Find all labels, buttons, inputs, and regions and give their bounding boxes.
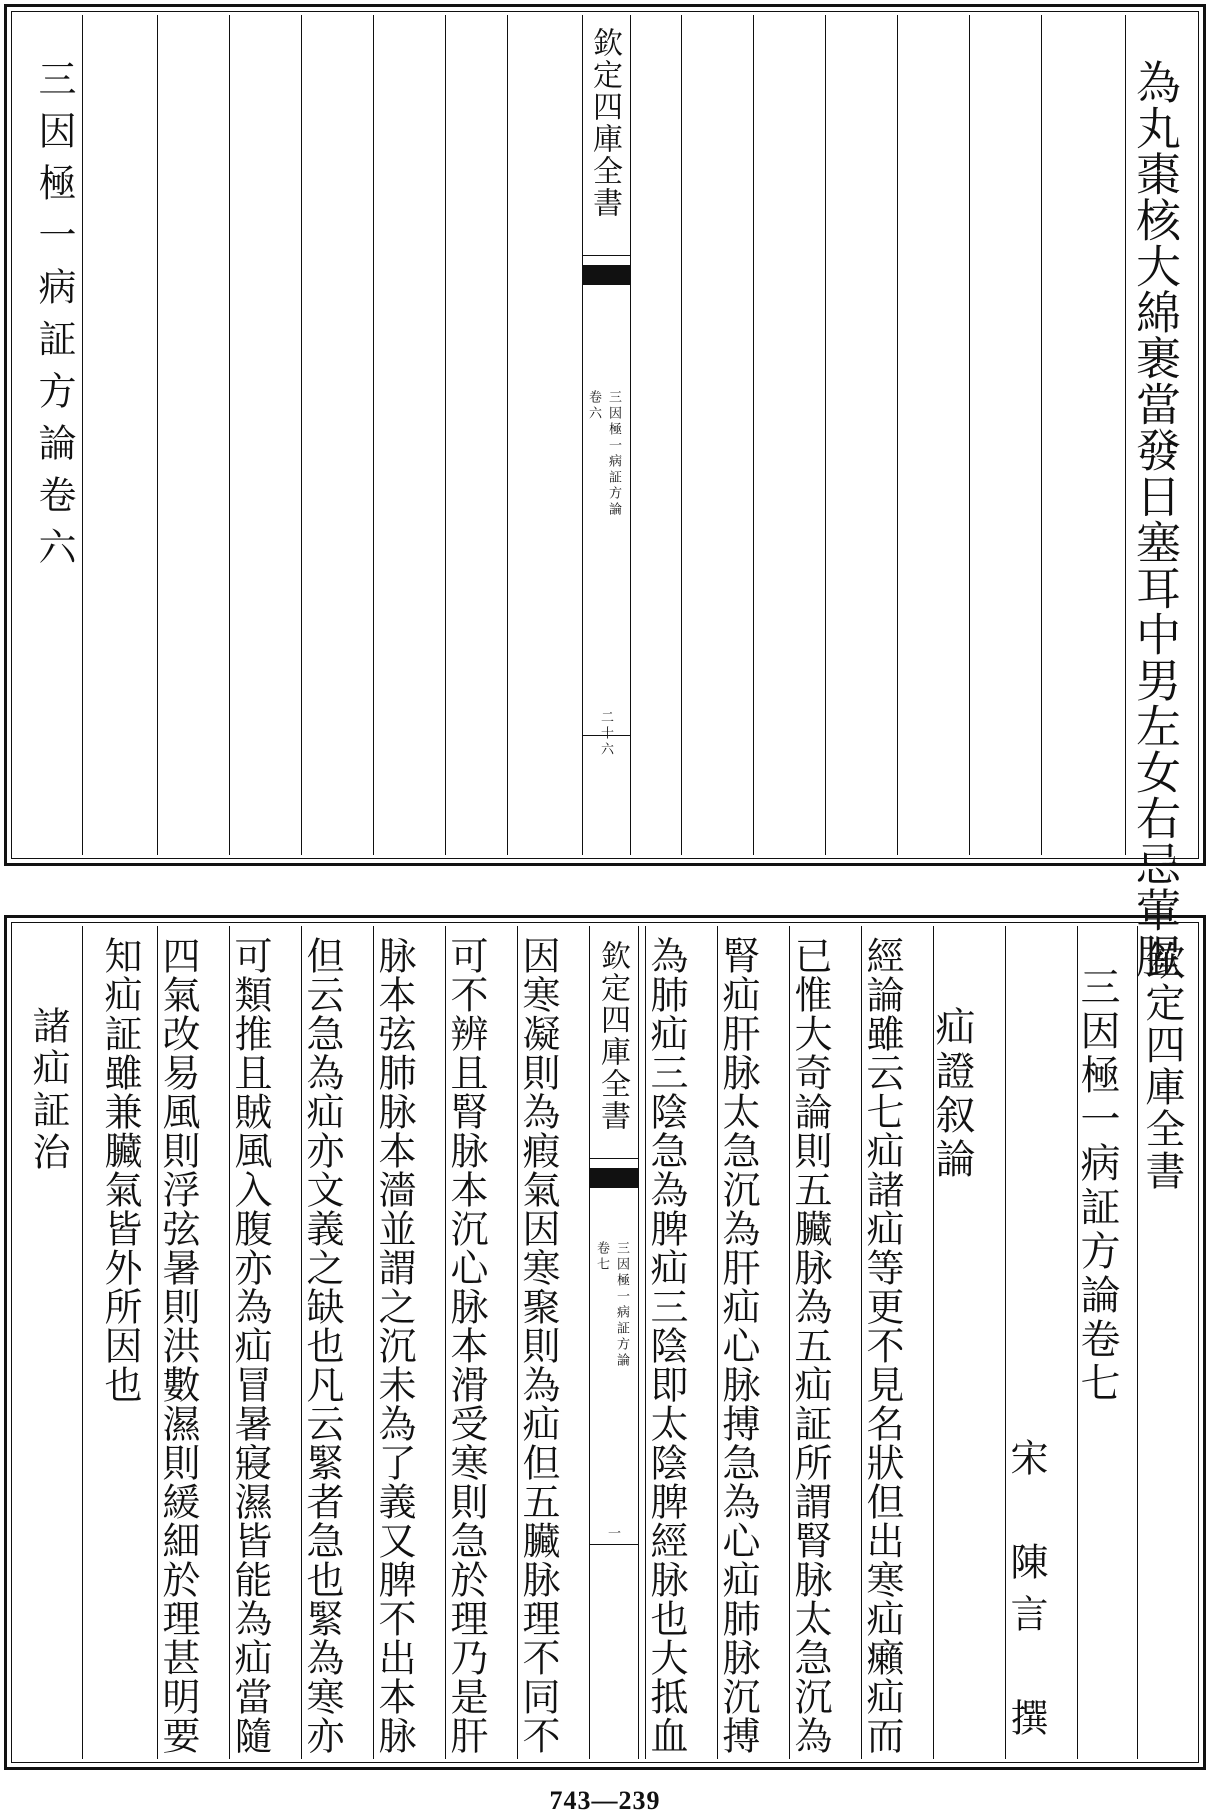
- body-line: 但云急為疝亦文義之缺也凡云緊者急也緊為寒亦: [300, 936, 344, 1755]
- body-line: 腎疝肝脉太急沉為肝疝心脉搏急為心疝肺脉沉搏: [716, 936, 760, 1755]
- fish-tail-ornament: [590, 1168, 638, 1188]
- column-rule: [753, 15, 754, 855]
- column-rule: [157, 15, 158, 855]
- body-line: 脉本弦肺脉本濇並謂之沉未為了義又脾不出本脉: [372, 936, 416, 1755]
- fold-column: [582, 15, 631, 855]
- column-rule: [1125, 15, 1126, 855]
- volume-end-title: 三因極一病証方論卷六: [32, 59, 76, 579]
- fold-divider: [590, 1544, 638, 1545]
- fold-divider: [590, 1158, 638, 1159]
- column-rule: [373, 15, 374, 855]
- fold-folio: 一: [605, 1526, 620, 1542]
- chapter-title: 三因極一病証方論卷七: [1074, 966, 1120, 1406]
- column-rule: [507, 15, 508, 855]
- body-line: 知疝証雖兼臟氣皆外所因也: [98, 936, 142, 1404]
- fold-book-title: 欽定四庫全書: [587, 27, 622, 219]
- body-line: 可不辨且腎脉本沉心脉本滑受寒則急於理乃是肝: [444, 936, 488, 1755]
- author-line: 宋 陳言 撰: [1004, 1438, 1048, 1750]
- column-rule: [82, 926, 83, 1759]
- fold-volume: 卷六: [586, 390, 601, 422]
- column-rule: [969, 15, 970, 855]
- column-rule: [82, 15, 83, 855]
- section-title: 疝證叙論: [929, 1006, 975, 1182]
- fold-divider: [583, 255, 630, 256]
- column-rule: [897, 15, 898, 855]
- page-number: 743—239: [549, 1786, 661, 1815]
- subsection-title: 諸疝証治: [26, 1006, 70, 1174]
- column-rule: [445, 15, 446, 855]
- fold-book-title: 欽定四庫全書: [595, 940, 630, 1132]
- fold-folio: 二十六: [598, 710, 613, 758]
- top-page: [4, 4, 1206, 979]
- body-line: 經論雖云七疝諸疝等更不見名狀但出寒疝癩疝而: [860, 936, 904, 1755]
- body-line: 已惟大奇論則五臟脉為五疝証所謂腎脉太急沉為: [788, 936, 832, 1755]
- column-rule: [1041, 15, 1042, 855]
- fold-volume: 卷七: [594, 1241, 609, 1273]
- book-title: 欽定四庫全書: [1139, 940, 1185, 1192]
- fold-chapter-title: 三因極一病証方論: [614, 1241, 629, 1369]
- column-rule: [681, 15, 682, 855]
- fold-divider: [583, 735, 630, 736]
- fold-column: [589, 926, 639, 1759]
- fold-chapter-title: 三因極一病証方論: [606, 390, 621, 518]
- fish-tail-ornament: [583, 265, 630, 285]
- body-line: 為肺疝三陰急為脾疝三陰即太陰脾經脉也大抵血: [644, 936, 688, 1755]
- column-rule: [229, 15, 230, 855]
- bottom-page: [4, 915, 1206, 1770]
- column-rule: [1137, 926, 1138, 1759]
- body-line: 可類推且賊風入腹亦為疝冒暑寢濕皆能為疝當隨: [228, 936, 272, 1755]
- body-line: 因寒凝則為瘕氣因寒聚則為疝但五臟脉理不同不: [516, 936, 560, 1755]
- column-rule: [301, 15, 302, 855]
- body-line: 四氣改易風則浮弦暑則洪數濕則緩細於理甚明要: [156, 936, 200, 1755]
- column-rule: [825, 15, 826, 855]
- continued-text-column: 為丸棗核大綿裹當發日塞耳中男左女右忌葷腥: [1128, 59, 1181, 979]
